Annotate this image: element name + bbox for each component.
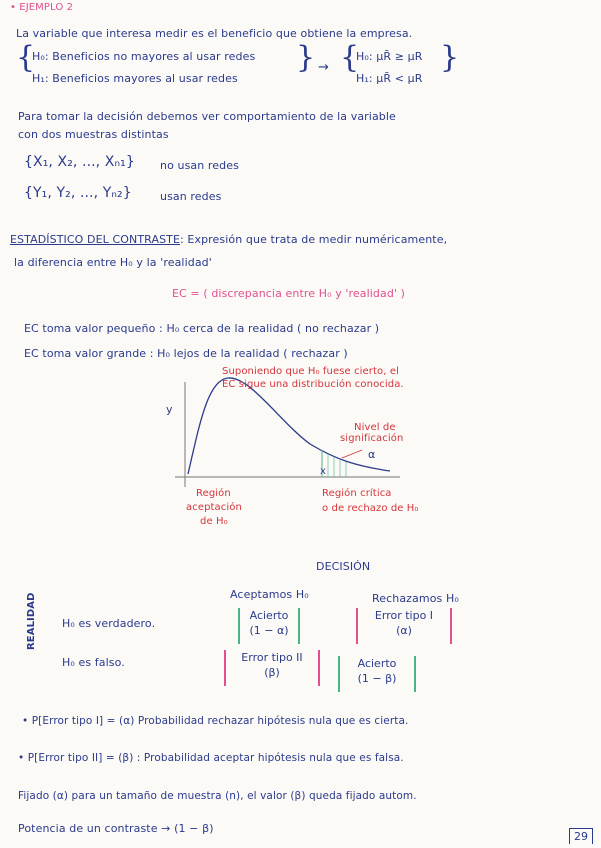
region-accept-3: de H₀ <box>200 516 228 527</box>
ec-definition-line-2: la diferencia entre H₀ y la 'realidad' <box>14 256 212 269</box>
region-accept-2: aceptación <box>186 502 242 513</box>
cell-false-reject: Acierto (1 − β) <box>338 656 416 692</box>
graph-x-label: x <box>320 466 327 477</box>
ec-formula: EC = ( discrepancia entre H₀ y 'realidad' ) <box>172 287 406 300</box>
sample-y-note: usan redes <box>160 190 222 203</box>
region-reject-1: Región crítica <box>322 488 392 499</box>
region-reject-2: o de rechazo de H₀ <box>322 503 419 514</box>
sample-x-note: no usan redes <box>160 159 239 172</box>
row-false-label: H₀ es falso. <box>62 656 125 669</box>
col-reject-header: Rechazamos H₀ <box>372 592 459 605</box>
decision-line-1: Para tomar la decisión debemos ver comportamiento de la variable <box>18 110 396 123</box>
signif-label-2: significación <box>340 433 404 444</box>
region-accept-1: Región <box>196 488 231 499</box>
hyp-brace-right: } <box>296 40 316 75</box>
hyp-h1-symbolic: H₁: μR̄ < μR <box>356 72 423 85</box>
sample-y: {Y₁, Y₂, ..., Yₙ₂} <box>24 185 132 201</box>
graph-alpha-label: α <box>368 448 376 461</box>
power-line: Potencia de un contraste → (1 − β) <box>18 822 214 835</box>
hyp-sym-brace-right: } <box>440 40 460 75</box>
col-accept-header: Aceptamos H₀ <box>230 588 309 601</box>
hyp-h0-text: H₀: Beneficios no mayores al usar redes <box>32 50 256 63</box>
signif-arrow <box>342 450 362 458</box>
hyp-h0-symbolic: H₀: μR̄ ≥ μR <box>356 50 423 63</box>
error-type-2-line: • P[Error tipo II] = (β) : Probabilidad aceptar hipótesis nula que es falsa. <box>18 752 404 764</box>
graph-y-label: y <box>166 403 173 416</box>
row-true-label: H₀ es verdadero. <box>62 617 156 630</box>
cell-true-accept: Acierto (1 − α) <box>238 608 300 644</box>
page-number: 29 <box>569 828 593 844</box>
error-type-1-line: • P[Error tipo I] = (α) Probabilidad rechazar hipótesis nula que es cierta. <box>22 715 409 727</box>
sample-x: {X₁, X₂, ..., Xₙ₁} <box>24 154 135 170</box>
hyp-sym-brace-left: { <box>340 40 360 75</box>
graph-note-line-1: Suponiendo que H₀ fuese cierto, el <box>222 366 399 377</box>
cell-true-reject: Error tipo I (α) <box>356 608 452 644</box>
table-title: DECISIÓN <box>316 560 371 573</box>
cell-false-accept: Error tipo II (β) <box>224 650 320 686</box>
example-heading: • EJEMPLO 2 <box>10 2 74 13</box>
hyp-brace-left: { <box>16 40 36 75</box>
fixed-alpha-line: Fijado (α) para un tamaño de muestra (n), el valor (β) queda fijado autom. <box>18 790 417 802</box>
hyp-h1-text: H₁: Beneficios mayores al usar redes <box>32 72 238 85</box>
ec-large-value: EC toma valor grande : H₀ lejos de la realidad ( rechazar ) <box>24 347 348 360</box>
decision-line-2: con dos muestras distintas <box>18 128 169 141</box>
ec-small-value: EC toma valor pequeño : H₀ cerca de la realidad ( no rechazar ) <box>24 322 380 335</box>
signif-label-1: Nivel de <box>354 422 396 433</box>
intro-text: La variable que interesa medir es el beneficio que obtiene la empresa. <box>16 27 413 40</box>
ec-definition-line-1: ESTADÍSTICO DEL CONTRASTE: Expresión que trata de medir numéricamente, <box>10 233 448 246</box>
graph-note-line-2: EC sigue una distribución conocida. <box>222 379 404 390</box>
hyp-arrow: → <box>318 60 329 75</box>
row-label-realidad: REALIDAD <box>26 592 37 650</box>
